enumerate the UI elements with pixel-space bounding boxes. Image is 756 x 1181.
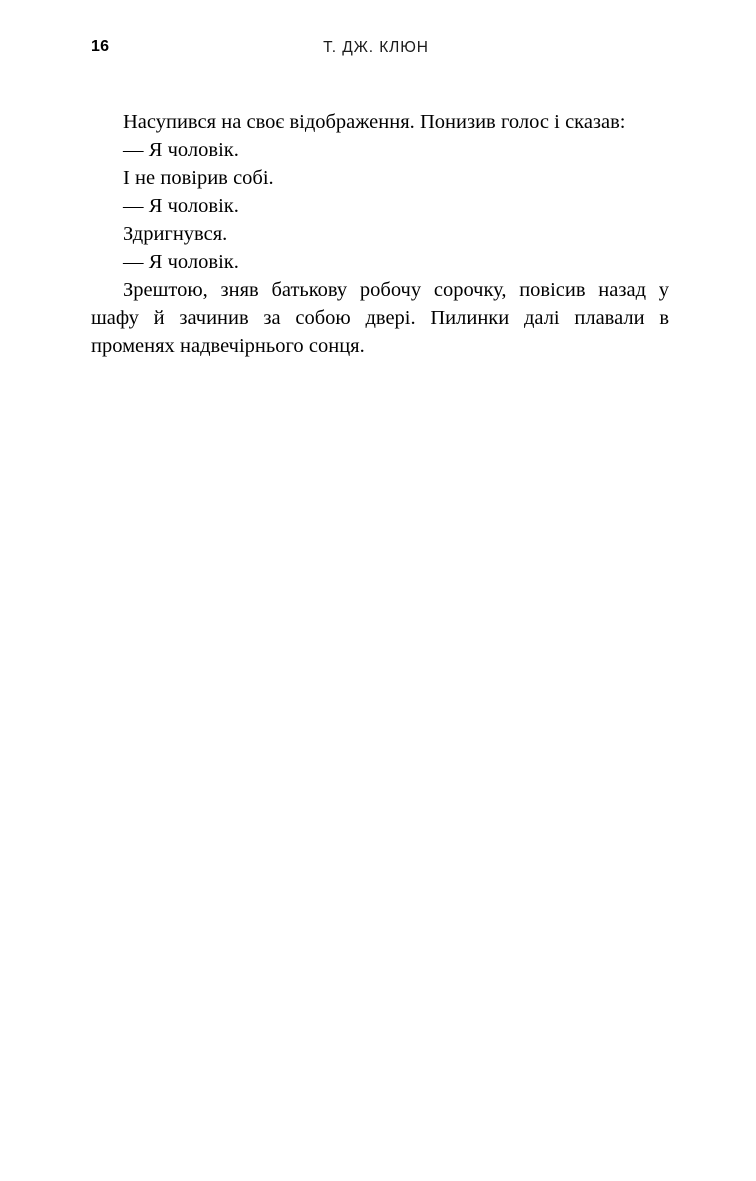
paragraph-narration: Зрештою, зняв батькову робочу сорочку, повісив назад у шафу й зачинив за собою двері. Пилинки далі плавали в променях надвечірнього сонця. [91, 279, 669, 357]
page-number: 16 [91, 38, 110, 55]
running-head-author: Т. ДЖ. КЛЮН [323, 39, 429, 56]
page-header [91, 36, 665, 62]
paragraph-narration: І не повірив собі. [123, 167, 274, 189]
paragraph-dialogue: — Я чоловік. [123, 251, 239, 273]
body-text [91, 108, 669, 360]
paragraph-dialogue: — Я чоловік. [123, 195, 239, 217]
paragraph-narration: Здригнувся. [123, 223, 228, 245]
paragraph-narration: Насупився на своє відображення. Понизив голос і сказав: [123, 111, 626, 133]
paragraph-dialogue: — Я чоловік. [123, 139, 239, 161]
